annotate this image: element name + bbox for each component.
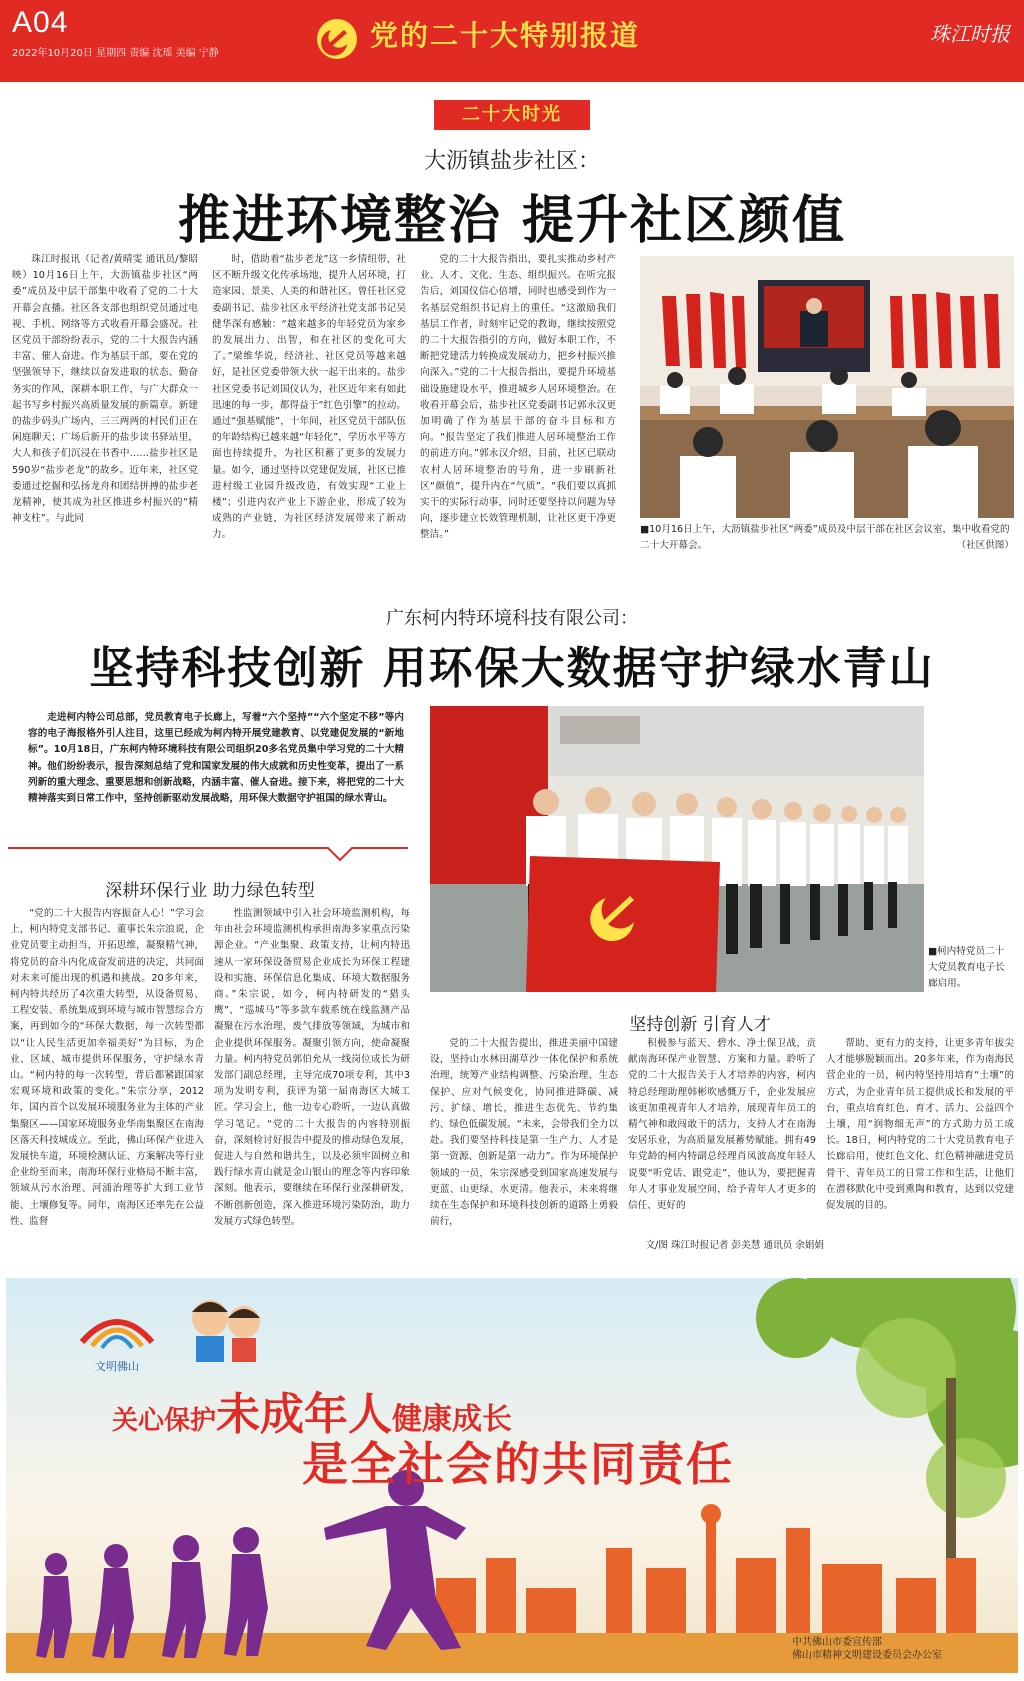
- article1-subtitle: 大沥镇盐步社区：: [423, 149, 600, 174]
- civilization-foshan-logo: 文明佛山: [72, 1302, 162, 1372]
- article2-lead: 走进柯内特公司总部，党员教育电子长廊上，写着“六个坚持”“六个坚定不移”等内容的电子海报格外引人注目，这里已经成为柯内特开展党建教育、以党建促发展的“新地标”。10月18日，广东柯内特环境科技有限公司组织20多名党员集中学习党的二十大精神。他们纷纷表示，报告深刻总结了党和国家发展的伟大成就和历史性变革，提出了一系列新的重大理念、重要思想和创新战略，内涵丰富、催人奋进。接下来，将把党的二十大精神落实到日常工作中，坚持创新驱动发展战略，用环保大数据守护祖国的绿水青山。: [28, 712, 404, 805]
- newspaper-brand: 珠江时报: [930, 22, 1010, 46]
- article2-headline: 坚持科技创新 用环保大数据守护绿水青山: [89, 643, 935, 694]
- article2-column-d: 积极参与蓝天、碧水、净土保卫战，贡献南海环保产业智慧、方案和力量。聆听了党的二十大报告关于人才培养的内容，柯内特总经理助理韩彬吹感慨万千，企业发展应该更加重视青年人才培养，展现青年员工的精气神和敢闯敢干的活力，支持人才在南海安居乐业，为高质量发展蓄势赋能。拥有49年党龄的柯内特副总经理肖凤波高度年轻人说要“听党话、跟党走”，他认为，要把握青年人才事业发展空间，给予青年人才更多的信任、更好的: [628, 1038, 816, 1212]
- article2-column-b: 性监测领域中引入社会环境监测机构，每年由社会环境监测机构承担南海多家重点污染源企业。“产业集聚、政策支持，让柯内特迅速从一家环保设备贸易企业成长为环保工程建设和实施、环保信息化集成、环境大数据服务商。”朱宗说，如今，柯内特研发的“猎头鹰”、“巡城马”等多款车载系统在线监测产品凝聚在污水治理、废气排放等领域，为城市和企业提供环保服务。凝聚引领方向，使命凝聚力量。柯内特党员郭伯允从一线岗位成长为研发部门副总经理，主导完成70项专利，其中3项为发明专利，获评为第一届南海区大城工匠。学习会上，他一边专心聆听，一边认真做学习笔记。“党的二十大报告的内容特别振奋，深刻检讨好报告中提及的推动绿色发展，促进人与自然和谐共生，以及必须牢固树立和践行绿水青山就是金山银山的理念等内容印象深刻。他表示，要继续在环保行业深耕研发，不断创新创造，深入推进环境污染防治，助力发展方式绿色转型。: [214, 908, 410, 1227]
- article1-column-1: 珠江时报讯（记者/黄晴雯 通讯员/黎昭映）10月16日上午，大沥镇盐步社区“两委”成员及中层干部集中收看了党的二十大开幕会直播。社区各支部也组织党员通过电视、手机、网络等方式收看开幕会盛况。社区党员干部纷纷表示，党的二十大报告内涵丰富、催人奋进。作为基层干部，要在党的坚强领导下，继续以奋发进取的状态、勤奋务实的作风，深耕本职工作，与广大群众一起书写乡村振兴高质量发展的新篇章。新建的盐步码头广场内，三三两两的村民们正在闲庭聊天；广场后新开的盐步读书驿站里，大人和孩子们沉浸在书香中……盐步社区是590岁“盐步老龙”的故乡。近年来，社区党委通过挖掘和弘扬龙舟和团结拼搏的盐步老龙精神，使其成为社区推进乡村振兴的“精神支柱”。与此同: [12, 254, 198, 525]
- article2-subhead-2: 坚持创新 引育人才: [629, 1015, 771, 1035]
- logo-mark-icon: [72, 1302, 162, 1354]
- article2-column-e: 帮助、更有力的支持，让更多青年拔尖人才能够脱颖而出。20多年来，作为南海民营企业的一员，柯内特坚持用培育“土壤”的方式，为企业青年员工提供成长和发展的平台，重点培育红色、育才、活力、公益四个土壤，用“润物细无声”的方式助力员工成长。18日，柯内特党的二十大党员教育电子长廊启用，使红色文化、红色精神融进党员骨干、青年员工的日常工作和生活，让他们在潜移默化中受到熏陶和教育，达到以党建促发展的目的。: [826, 1038, 1014, 1212]
- article1-column-2: 时，借助着“盐步老龙”这一乡情纽带，社区不断升级文化传承场地，提升人居环境，打造家园、景美、人美的和谐社区。曾任社区党委副书记、盐步社区永平经济社党支部书记吴健华深有感触：“越来越多的年轻党员为家乡的发展出力、出智，和在社区的变化可大了。”梁维华说，经济社、社区党员等越来越好，是社区党委带领大伙一起干出来的。盐步社区党委书记刘国仪认为，社区近年来有如此迅速的每一步，都得益于“红色引擎”的拉动。通过“强基赋能”，十年间，社区党员干部队伍的年龄结构已越来越“年轻化”，学历水平等方面也持续提升，为社区积蓄了更多的发展力量。如今，通过坚持以党建促发展，社区已推进村级工业园升级改造，有效实现“工业上楼”；引进内农产业上下游企业，形成了较为成熟的产业链，为社区经济发展带来了新动力。: [212, 254, 406, 541]
- banner-slogan-line-1: 关心保护未成年人健康成长: [112, 1389, 513, 1440]
- header-title: 党的二十大特别报道: [370, 19, 641, 52]
- group-photo: [430, 706, 924, 992]
- article2-subhead-1: 深耕环保行业 助力绿色转型: [105, 881, 315, 901]
- article1-photo-caption: ■10月16日上午，大沥镇盐步社区“两委”成员及中层干部在社区会议室，集中收看党的二十大开幕会。 （社区供图）: [640, 522, 1014, 554]
- cartoon-children-icon: [182, 1292, 272, 1368]
- banner-slogan-line-2: 是全社会的共同责任: [302, 1437, 734, 1491]
- article2-subtitle: 广东柯内特环境科技有限公司：: [386, 608, 638, 629]
- page-header: [0, 0, 1024, 82]
- article2-column-a: “党的二十大报告内容振奋人心！”学习会上，柯内特党支部书记、董事长朱宗浪说，企业党员要主动担当，开拓思维，凝聚精气神，将党员的奋斗内化成奋发前进的决定，共同面对未来可能出现的机遇和挑战。20多年来，柯内特共经历了4次重大转型，从设备贸易、工程安装、系统集成到环境与城市智慧综合方案，再到如今的“环保大数据，每一次转型都以“让人民生活更加幸福美好”为目标，为企业、区域、城市提供环保服务，守护绿水青山。“柯内特的每一次转型，背后都紧跟国家宏观环境和政策的变化。”朱宗分享，2012年，国内首个以发展环境服务业为主体的产业集聚区——国家环境服务业华南集聚区在南海区落天科技城成立。至此，佛山环保产业进入发展快车道，环境检测认证、方案解决等行业企业纷至而来，南海环保行业格局不断丰富，领域从污水治理、河涌治理等扩大到工业节能、土壤修复等。同年，南海区还率先在公益性、监督: [10, 908, 204, 1227]
- section-divider: [8, 840, 408, 864]
- page-number: A04: [12, 6, 69, 39]
- banner-organizers: 中共佛山市委宣传部 佛山市精神文明建设委员会办公室: [792, 1637, 942, 1661]
- article2-byline: 文/图 珠江时报记者 彭美慧 通讯员 余娟娟: [645, 1240, 824, 1251]
- photo-credit: （社区供图）: [956, 540, 1014, 551]
- section-tag: 二十大时光: [434, 100, 590, 130]
- article1-headline: 推进环境整治 提升社区颜值: [177, 191, 847, 251]
- party-emblem-icon: [316, 18, 358, 60]
- article1-column-3: 党的二十大报告指出，要扎实推动乡村产业、人才、文化、生态、组织振兴。在听完报告后，刘国仪信心倍增，同时也感受到作为一名基层党组织书记肩上的重任。“这激励我们基层工作者，时刻牢记党的教诲，继续按照党的二十大报告指引的方向，做好本职工作，不断把党建活力转换成发展动力，把乡村振兴推向深入。”党的二十大报告指出，要提升环境基础设施建设水平，推进城乡人居环境整治。在收看开幕会后，盐步社区党委副书记郭永汉更加明确了作为基层干部的奋斗目标和方向。“报告坚定了我们推进人居环境整治工作的前进方向。”郭永汉介绍，目前，社区已联动农村人居环境整治的号角，进一步刷新社区“颜值”，提升内在“气质”。“我们要以真抓实干的实际行动事，同时还要坚持以问题为导向，逐步建立长效管理机制，让社区更干净更整洁。”: [420, 254, 616, 541]
- article2-column-c: 党的二十大报告提出，推进美丽中国建设，坚持山水林田湖草沙一体化保护和系统治理，统筹产业结构调整、污染治理、生态保护、应对气候变化，协同推进降碳、减污、扩绿、增长，推进生态优先、节约集约、绿色低碳发展。“未来，会带我们全力以赴。我们要坚持科技是第一生产力、人才是第一资源、创新是第一动力”。作为环境保护领域的一员，朱宗深感受到国家高速发展与更蓝、山更绿、水更清。他表示，未来将继续在生态保护和环境科技创新的道路上勇毅前行，: [430, 1038, 618, 1228]
- article2-photo-caption: ■柯内特党员二十大党员教育电子长廊启用。: [928, 946, 1005, 989]
- meeting-room-photo: [640, 256, 1014, 518]
- public-service-banner: [6, 1278, 1018, 1673]
- date-line: 2022年10月20日 星期四 责编 沈瑶 美编 宁静: [12, 48, 219, 59]
